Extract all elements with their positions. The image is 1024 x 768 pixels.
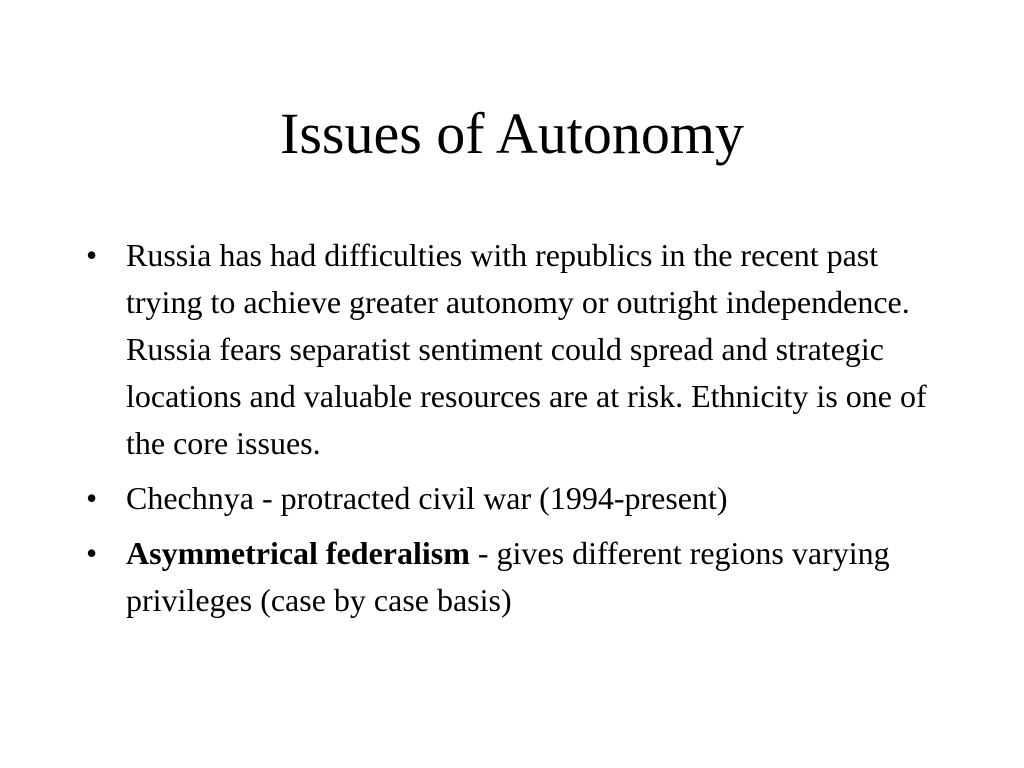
slide-title: Issues of Autonomy	[280, 101, 744, 166]
bullet-list	[80, 232, 960, 632]
bullet-marker: •	[86, 480, 98, 516]
bullet-marker: •	[86, 535, 98, 571]
bullet-item-chechnya	[80, 475, 960, 522]
bullet-item-russia-difficulties	[80, 232, 960, 467]
bullet-text: Russia has had difficulties with republics in the recent past trying to achieve greater autonomy or outright independence. Russia fears separatist sentiment could spread and strategic locations and valuable resources are at risk. Ethnicity is one of the core issues.	[126, 237, 927, 461]
bullet-text: - gives different regions varying privileges (case by case basis)	[126, 535, 890, 618]
bullet-term: Asymmetrical federalism	[126, 535, 470, 571]
bullet-text: Chechnya - protracted civil war (1994-present)	[126, 480, 728, 516]
bullet-item-asymmetrical-federalism	[80, 530, 960, 624]
bullet-marker: •	[86, 237, 98, 273]
